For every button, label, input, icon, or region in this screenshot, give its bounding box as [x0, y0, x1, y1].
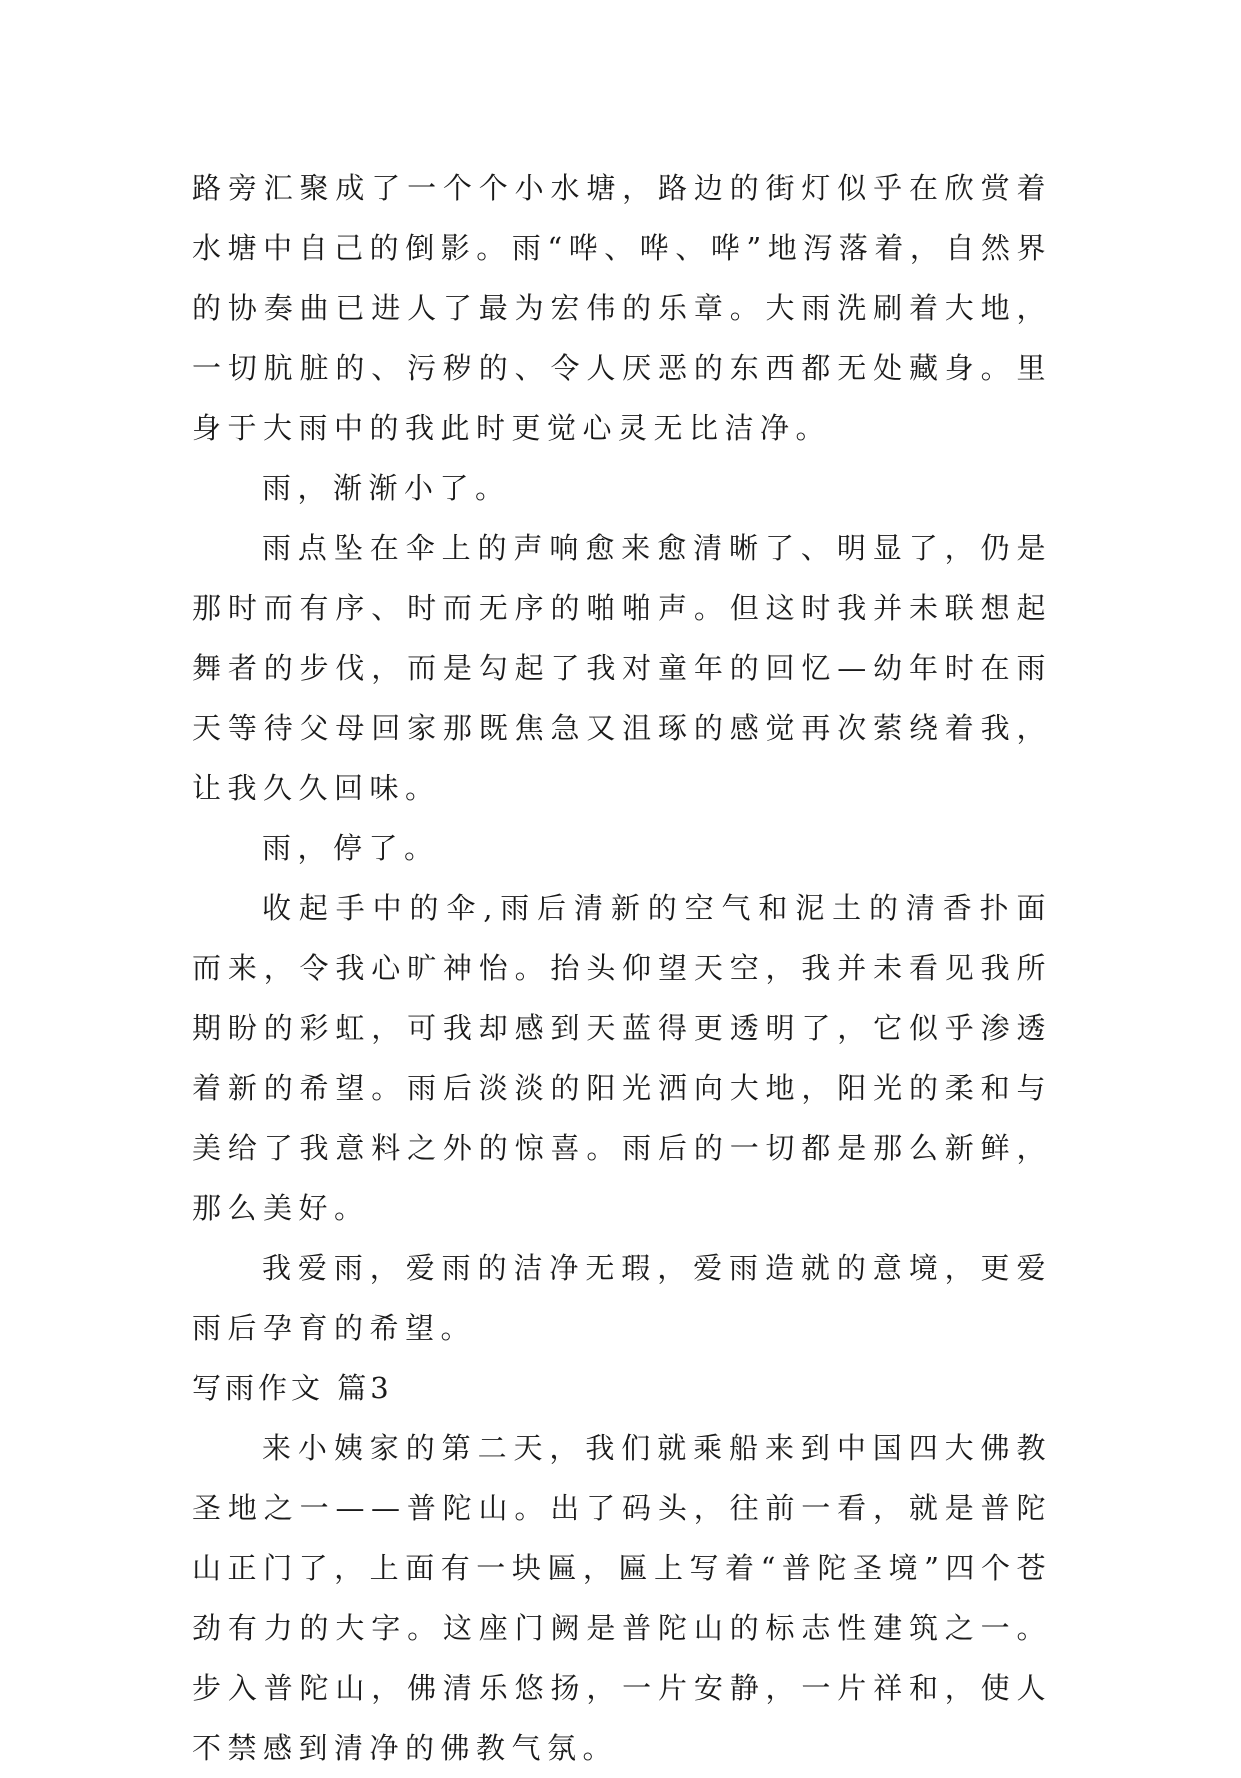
- paragraph-love-rain: 我爱雨，爱雨的洁净无瑕，爱雨造就的意境，更爱雨后孕育的希望。: [192, 1251, 1052, 1345]
- paragraph-rain-lighter: 雨，渐渐小了。: [262, 471, 511, 505]
- document-page: [192, 158, 1052, 1778]
- paragraph-rain-heavy: 路旁汇聚成了一个个小水塘，路边的街灯似乎在欣赏着水塘中自己的倒影。雨“哗、哗、哗”地泻落着，自然界的协奏曲已进人了最为宏伟的乐章。大雨洗刷着大地，一切肮脏的、污秽的、令人厌恶的东西都无处藏身。里身于大雨中的我此时更觉心灵无比洁净。: [192, 171, 1052, 445]
- paragraph-raindrops-memory: 雨点坠在伞上的声响愈来愈清晰了、明显了，仍是那时而有序、时而无序的啪啪声。但这时我并未联想起舞者的步伐，而是勾起了我对童年的回忆—幼年时在雨天等待父母回家那既焦急又沮琢的感觉再次萦绕着我，让我久久回味。: [192, 531, 1052, 805]
- paragraph-putuo-mountain: 来小姨家的第二天，我们就乘船来到中国四大佛教圣地之一——普陀山。出了码头，往前一看，就是普陀山正门了，上面有一块匾，匾上写着“普陀圣境”四个苍劲有力的大字。这座门阙是普陀山的标志性建筑之一。步入普陀山，佛清乐悠扬，一片安静，一片祥和，使人不禁感到清净的佛教气氛。: [192, 1431, 1052, 1765]
- paragraph-after-rain: 收起手中的伞,雨后清新的空气和泥土的清香扑面而来，令我心旷神怡。抬头仰望天空，我并未看见我所期盼的彩虹，可我却感到天蓝得更透明了，它似乎渗透着新的希望。雨后淡淡的阳光洒向大地，阳光的柔和与美给了我意料之外的惊喜。雨后的一切都是那么新鲜，那么美好。: [192, 891, 1052, 1225]
- paragraph-rain-stopped: 雨，停了。: [262, 831, 440, 865]
- section-heading: 写雨作文 篇3: [192, 1371, 393, 1405]
